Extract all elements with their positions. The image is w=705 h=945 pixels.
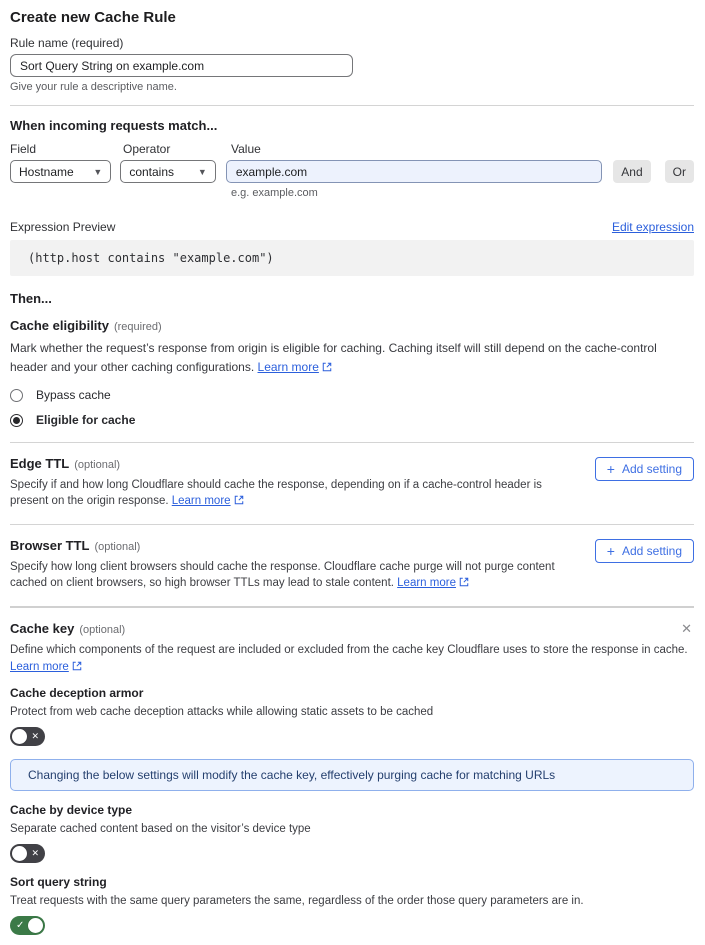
operator-select[interactable] [120,160,216,183]
external-link-icon [72,660,82,676]
external-link-icon [234,494,244,510]
add-setting-label: Add setting [621,544,682,558]
browser-ttl-description-text: Specify how long client browsers should cache the response. Cloudflare cache purge will not purge content cached on client browsers, so high browser TTLs may lead to stale content. [10,561,555,589]
radio-bypass-cache[interactable] [10,387,694,403]
edge-ttl-description [10,477,568,510]
operator-select-value: contains [129,164,175,179]
toggle-on-icon: ✓ [16,920,25,931]
radio-eligible-for-cache[interactable] [10,412,694,428]
cache-by-device-type-description: Separate cached content based on the visitor’s device type [10,823,311,835]
cache-by-device-type-toggle[interactable] [10,844,45,863]
cache-eligibility-qualifier: (required) [113,321,162,333]
expression-preview-label: Expression Preview [10,220,116,234]
value-label: Value [231,142,261,156]
radio-icon [10,389,23,402]
edge-ttl-description-text: Specify if and how long Cloudflare should cache the response, depending on if a cache-control header is present on the origin response. [10,479,542,507]
and-button[interactable]: And [613,160,650,183]
plus-icon: + [606,461,615,477]
match-column-labels [10,142,694,156]
chevron-down-icon: ▼ [197,166,207,177]
edge-ttl-section [10,455,694,510]
browser-ttl-heading-row [10,537,568,555]
radio-label: Bypass cache [36,388,111,402]
cache-eligibility-description [10,339,694,378]
toggle-knob [28,918,43,933]
divider [10,442,694,443]
browser-ttl-heading: Browser TTL [10,538,90,553]
cache-key-warning-banner: Changing the below settings will modify the cache key, effectively purging cache for matching URLs [10,759,694,791]
sort-query-string-toggle[interactable] [10,916,45,935]
edge-ttl-info [10,455,568,510]
cache-by-device-type-heading: Cache by device type [10,803,133,817]
cache-eligibility-heading: Cache eligibility [10,318,109,333]
learn-more-link[interactable]: Learn more [10,661,69,673]
sort-query-string-heading: Sort query string [10,875,107,889]
divider [10,524,694,525]
cache-eligibility-description-text: Mark whether the request’s response from origin is eligible for caching. Caching itself will still depend on the cache-control header and your other caching configurations. [10,341,657,374]
cache-key-heading-row [10,620,694,638]
toggle-knob [12,846,27,861]
browser-ttl-section [10,537,694,592]
toggle-knob [12,729,27,744]
plus-icon: + [606,543,615,559]
field-select-value: Hostname [19,164,74,179]
operator-label: Operator [123,142,171,156]
cache-deception-armor-heading: Cache deception armor [10,686,144,700]
cache-key-heading-group [10,620,125,638]
or-button[interactable]: Or [665,160,694,183]
browser-ttl-add-setting-button[interactable] [595,539,694,563]
cache-deception-armor-description: Protect from web cache deception attacks while allowing static assets to be cached [10,706,434,718]
external-link-icon [459,576,469,592]
match-heading: When incoming requests match... [10,118,218,133]
value-input[interactable] [226,160,602,183]
value-helper: e.g. example.com [231,187,318,199]
browser-ttl-description [10,559,568,592]
expression-code: (http.host contains "example.com") [28,251,274,265]
edge-ttl-qualifier: (optional) [74,459,121,471]
rule-name-label: Rule name (required) [10,36,124,50]
edit-expression-link[interactable]: Edit expression [611,220,694,234]
radio-icon [10,414,23,427]
edge-ttl-heading: Edge TTL [10,456,70,471]
browser-ttl-info [10,537,568,592]
cache-key-description: Define which components of the request are included or excluded from the cache key Cloudflare uses to store the response in cache. [10,644,688,656]
learn-more-link[interactable]: Learn more [257,360,319,374]
toggle-off-icon: ✕ [31,848,39,858]
close-icon[interactable]: ✕ [681,621,692,636]
radio-label: Eligible for cache [36,413,136,427]
expression-preview-row [10,220,694,234]
edge-ttl-heading-row [10,455,568,473]
cache-eligibility-heading-row [10,317,694,335]
external-link-icon [322,359,332,378]
rule-name-helper: Give your rule a descriptive name. [10,81,177,93]
toggle-off-icon: ✕ [31,731,39,741]
chevron-down-icon: ▼ [93,166,103,177]
match-row [10,160,694,183]
expression-code-box [10,240,694,276]
page-title: Create new Cache Rule [10,9,176,26]
add-setting-label: Add setting [621,462,682,476]
rule-name-input[interactable] [10,54,353,77]
learn-more-link[interactable]: Learn more [171,495,231,507]
field-label: Field [10,142,37,156]
edge-ttl-add-setting-button[interactable] [595,457,694,481]
sort-query-string-description: Treat requests with the same query parameters the same, regardless of the order those query parameters are in. [10,895,584,907]
cache-key-qualifier: (optional) [79,624,126,636]
cache-key-learn-more-row [10,659,694,676]
learn-more-link[interactable]: Learn more [397,577,456,589]
then-heading: Then... [10,291,52,306]
field-select[interactable] [10,160,111,183]
cache-key-heading: Cache key [10,621,75,636]
cache-deception-armor-toggle[interactable] [10,727,45,746]
section-divider [10,606,694,608]
divider [10,105,694,106]
browser-ttl-qualifier: (optional) [94,541,141,553]
